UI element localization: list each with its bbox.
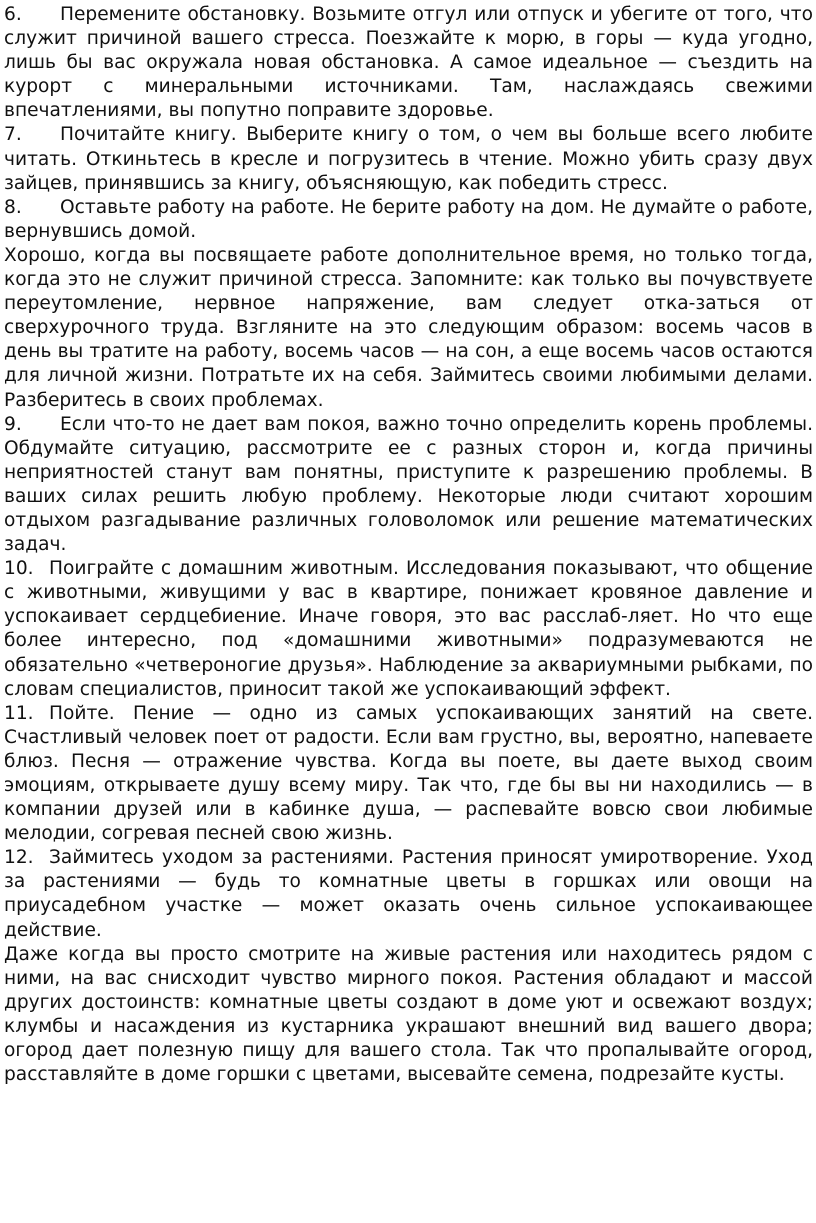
paragraph-item-8 (4, 196, 813, 244)
paragraph-text: Даже когда вы просто смотрите на живые растения или находитесь рядом с ними, на вас снисходит чувство мирного покоя. Растения обладают и массой других достоинств: комнатные цветы создают в доме уют и освежают воздух; клумбы и насаждения из кустарника украшают внешний вид вашего двора; огород дает полезную пищу для вашего стола. Так что пропалывайте огород, расставляйте в доме горшки с цветами, высевайте семена, подрезайте кусты. (4, 943, 813, 1086)
paragraph-item-9 (4, 413, 813, 558)
item-number: 7. (4, 124, 22, 146)
paragraph-work-time (4, 244, 813, 413)
item-number: 12. (4, 847, 34, 869)
paragraph-plants (4, 943, 813, 1088)
paragraph-text: Перемените обстановку. Возьмите отгул или отпуск и убегите от того, что служит причиной вашего стресса. Поезжайте к морю, в горы — куда угодно, лишь бы вас окружала новая обстановка. А самое идеальное — съездить на курорт с минеральными источниками. Там, наслаждаясь свежими впечатлениями, вы попутно поправите здоровье. (4, 4, 813, 122)
paragraph-item-6 (4, 3, 813, 123)
paragraph-item-11 (4, 702, 813, 847)
paragraph-text: Хорошо, когда вы посвящаете работе дополнительное время, но только тогда, когда это не служит причиной стресса. Запомните: как только вы почувствуете переутомление, нервное напряжение, вам следует отка-заться от сверхурочного труда. Взгляните на это следующим образом: восемь часов в день вы тратите на работу, восемь часов — на сон, а еще восемь часов остаются для личной жизни. Потратьте их на себя. Займитесь своими любимыми делами. Разберитесь в своих проблемах. (4, 244, 813, 411)
paragraph-text: Пойте. Пение — одно из самых успокаивающих занятий на свете. Счастливый человек поет от радости. Если вам грустно, вы, вероятно, напеваете блюз. Песня — отражение чувства. Когда вы поете, вы даете выход своим эмоциям, открываете душу всему миру. Так что, где бы вы ни находились — в компании друзей или в кабинке душа, — распевайте вовсю свои любимые мелодии, согревая песней свою жизнь. (4, 702, 813, 845)
item-number: 8. (4, 196, 22, 218)
paragraph-text: Поиграйте с домашним животным. Исследования показывают, что общение с животными, живущими у вас в квартире, понижает кровяное давление и успокаивает сердцебиение. Иначе говоря, это вас расслаб-ляет. Но что еще более интересно, под «домашними животными» подразумеваются не обязательно «четвероногие друзья». Наблюдение за аквариумными рыбками, по словам специалистов, приносит такой же успокаивающий эффект. (4, 558, 813, 700)
paragraph-text: Почитайте книгу. Выберите книгу о том, о чем вы больше всего любите читать. Откиньтесь в кресле и погрузитесь в чтение. Можно убить сразу двух зайцев, принявшись за книгу, объясняющую, как победить стресс. (4, 124, 813, 194)
paragraph-text: Если что-то не дает вам покоя, важно точно определить корень проблемы. Обдумайте ситуацию, рассмотрите ее с разных сторон и, когда причины неприятностей станут вам понятны, приступите к разрешению проблемы. В ваших силах решить любую проблему. Некоторые люди считают хорошим отдыхом разгадывание различных головоломок или решение математических задач. (4, 413, 813, 556)
paragraph-item-7 (4, 123, 813, 195)
item-number: 6. (4, 4, 22, 25)
paragraph-text: Оставьте работу на работе. Не берите работу на дом. Не думайте о работе, вернувшись домой. (4, 196, 813, 242)
item-number: 11. (4, 702, 34, 724)
paragraph-item-12 (4, 846, 813, 942)
paragraph-item-10 (4, 557, 813, 702)
paragraph-text: Займитесь уходом за растениями. Растения приносят умиротворение. Уход за растениями — будь то комнатные цветы в горшках или овощи на приусадебном участке — может оказать очень сильное успокаивающее действие. (4, 847, 813, 941)
item-number: 10. (4, 558, 34, 580)
item-number: 9. (4, 413, 22, 435)
